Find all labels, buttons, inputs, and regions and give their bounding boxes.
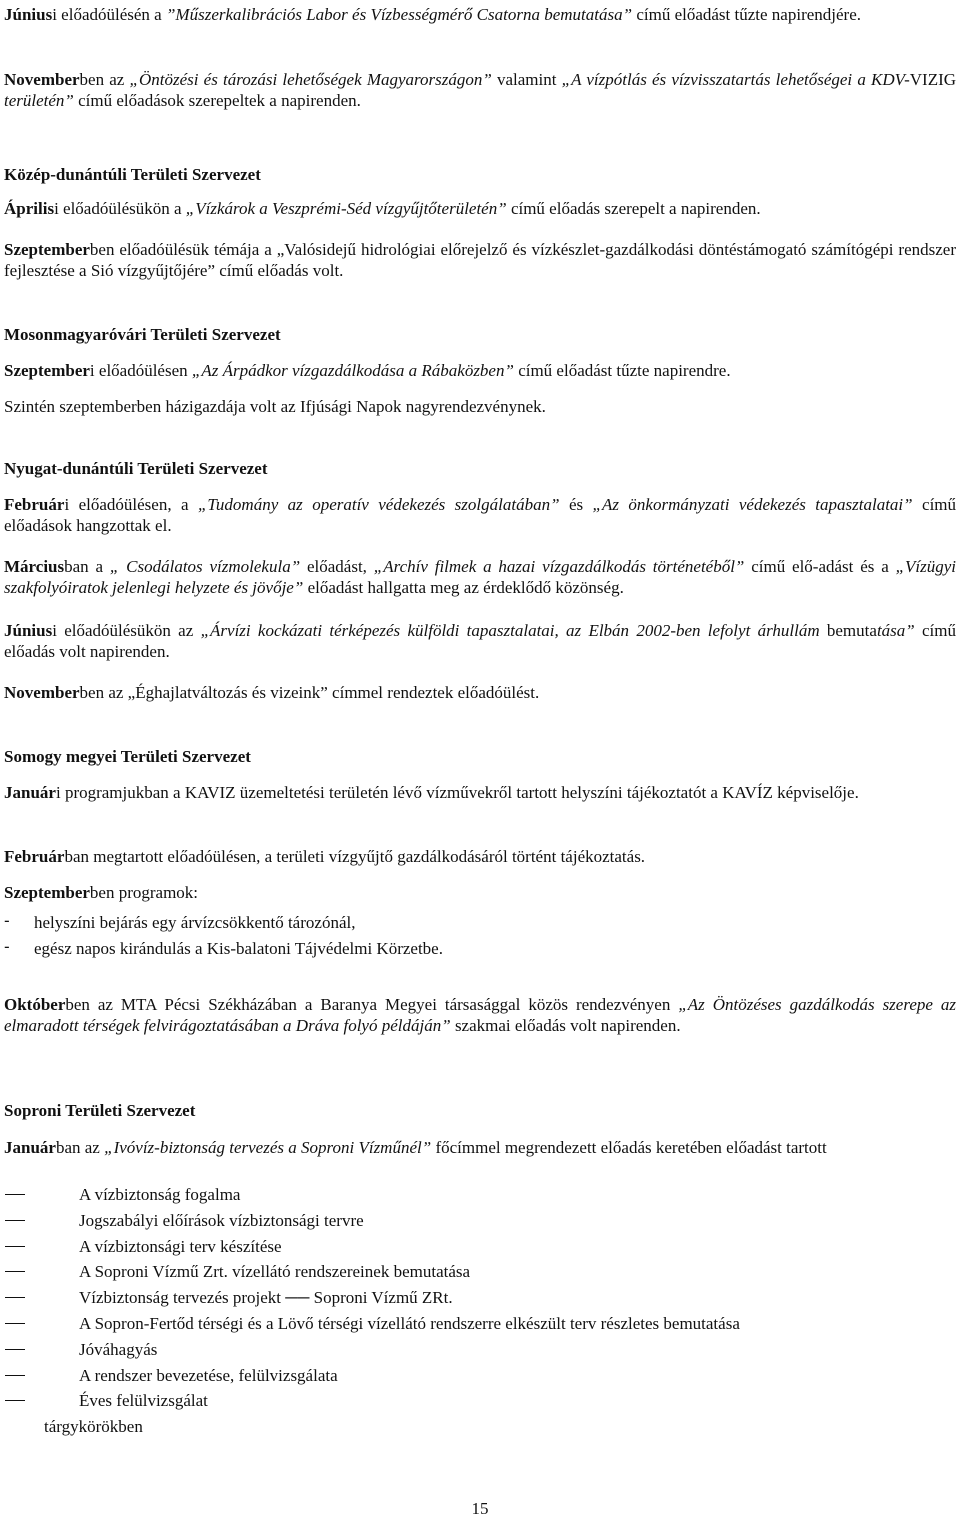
text-run: című előadást tűzte napirendre. [513, 361, 731, 380]
paragraph-junius-kdv [4, 4, 956, 25]
list-item: Vízbiztonság tervezés projekt ── Soproni Vízmű ZRt. [4, 1287, 956, 1313]
text-run: tása” [876, 621, 915, 640]
text-run: Február [4, 847, 65, 866]
text-run: „Árvízi kockázati térképezés külföldi tapasztalatai, az Elbán 2002-ben lefolyt árhullám [200, 621, 820, 640]
text-run: című előadás volt napirenden. [4, 621, 957, 661]
text-run: Április [4, 199, 55, 218]
text-run: Február [4, 495, 65, 514]
list-item: - egész napos kirándulás a Kis-balatoni Tájvédelmi Körzetbe. [4, 937, 443, 958]
dash-bullet [5, 1194, 25, 1195]
text-run: Mosonmagyaróvári Területi Szervezet [4, 325, 281, 344]
dash-bullet [5, 1323, 25, 1324]
dash-bullet [5, 1400, 25, 1401]
text-run: valamint [491, 70, 562, 89]
paragraph-november-eghajlat [4, 682, 956, 703]
text-run: November [4, 70, 80, 89]
paragraph-oktober-drava [4, 994, 956, 1036]
text-run: Január [4, 1138, 56, 1157]
text-run: „Az önkormányzati védekezés tapasztalatai” [592, 495, 913, 514]
text-run: i előadóülésükön az [52, 621, 201, 640]
text-run: „Archív filmek a hazai vízgazdálkodás történetéből” [373, 557, 745, 576]
text-run: Somogy megyei Területi Szervezet [4, 747, 251, 766]
text-run: ben az [79, 70, 130, 89]
text-run: főcímmel megrendezett előadás keretében előadást tartott [431, 1138, 827, 1157]
text-run: Szeptember [4, 361, 90, 380]
paragraph-szeptember-programok [4, 882, 956, 903]
paragraph-aprilis [4, 198, 956, 219]
text-run: „Az Öntözéses gazdálkodás szerepe az elmaradott térségek felvirágoztatásában a Dráva folyó példáján” [4, 995, 956, 1035]
text-run: című előadások hangzottak el. [4, 495, 957, 535]
text-run: Január [4, 783, 56, 802]
heading-somogy [4, 746, 956, 767]
text-run: i előadóülésén a [52, 5, 166, 24]
hyphen-bullet: - [4, 937, 10, 956]
paragraph-februar-nyugat [4, 494, 956, 536]
list-tail-text: tárgykörökben [44, 1417, 143, 1436]
text-run: területén” [4, 91, 74, 110]
dash-bullet [5, 1271, 25, 1272]
text-run: „Az Árpádkor vízgazdálkodása a Rábaközben” [191, 361, 514, 380]
text-run: ben az „Éghajlatváltozás és vizeink” címmel rendeztek előadóülést. [79, 683, 540, 702]
text-run: ban az [55, 1138, 105, 1157]
text-run: „Vízügyi szakfolyóiratok jelenlegi helyzete és jövője” [4, 557, 957, 597]
text-run: előadást, [300, 557, 374, 576]
paragraph-februar-somogy [4, 846, 956, 867]
text-run: bemuta [819, 621, 877, 640]
list-item: A vízbiztonsági terv készítése [4, 1236, 956, 1262]
paragraph-marcius [4, 556, 956, 598]
text-run: November [4, 683, 80, 702]
text-run: ben programok: [89, 883, 199, 902]
text-run: című előadást tűzte napirendjére. [632, 5, 862, 24]
paragraph-november-kdv [4, 69, 956, 111]
text-run: i előadóülésen, a [64, 495, 198, 514]
text-run: Szeptember [4, 883, 90, 902]
text-run: című előadások szerepeltek a napirenden. [73, 91, 361, 110]
text-run: vóvíz-biztonság tervezés a Soproni Vízműnél” [119, 1138, 432, 1157]
list-item: A vízbiztonság fogalma [4, 1184, 956, 1210]
list-item: - helyszíni bejárás egy árvízcsökkentő tározónál, [4, 911, 356, 932]
text-run: „ Csodálatos vízmolekula” [109, 557, 301, 576]
heading-mosonmagyarovari [4, 324, 956, 345]
text-run: szakmai előadás volt napirenden. [450, 1016, 681, 1035]
list-item: Éves felülvizsgálat [4, 1390, 956, 1416]
text-run: Szeptember [4, 240, 90, 259]
text-run: Szintén szeptemberben házigazdája volt az Ifjúsági Napok nagyrendezvénynek. [4, 397, 546, 416]
text-run: i programjukban a KAVIZ üzemeltetési területén lévő vízművekről tartott helyszíni tájékoztatót a KAVÍZ képviselője. [55, 783, 859, 802]
list-item: A Sopron-Fertőd térségi és a Lövő térségi vízellátó rendszerre elkészült terv részletes bemutatása [4, 1313, 956, 1339]
text-run: „Öntözési és tározási lehetőségek Magyarországon” [129, 70, 492, 89]
text-run: Március [4, 557, 65, 576]
text-run: ban a [64, 557, 110, 576]
text-run: „I [104, 1138, 120, 1157]
topic-list [4, 1184, 956, 1416]
text-run: Június [4, 621, 53, 640]
program-list [4, 912, 956, 964]
heading-soproni [4, 1100, 956, 1121]
dash-bullet [5, 1349, 25, 1350]
paragraph-januar-kaviz [4, 782, 956, 803]
dash-bullet [5, 1220, 25, 1221]
text-run: i előadóülésen [89, 361, 192, 380]
paragraph-junius-elba [4, 620, 956, 662]
text-run: Nyugat-dunántúli Területi Szervezet [4, 459, 268, 478]
dash-bullet [5, 1375, 25, 1376]
text-run: „Tudomány az operatív védekezés szolgálatában” [197, 495, 560, 514]
text-run: Június [4, 5, 53, 24]
text-run: Október [4, 995, 66, 1014]
text-run: és [559, 495, 593, 514]
list-item: Jóváhagyás [4, 1339, 956, 1365]
text-run: című elő-adást és a [744, 557, 896, 576]
paragraph-ifjusagi-napok [4, 396, 956, 417]
text-run: ”Műszerkalibrációs Labor és Vízbességmérő Csatorna bemutatása” [165, 5, 633, 24]
text-run: Közép-dunántúli Területi Szervezet [4, 165, 261, 184]
heading-kozep-dunantuli [4, 164, 956, 185]
paragraph-szeptember-sio [4, 239, 956, 281]
text-run: Soproni Területi Szervezet [4, 1101, 196, 1120]
page-number: 15 [471, 1499, 489, 1518]
text-run: „Vízkárok a Veszprémi-Séd vízgyűjtőterületén” [185, 199, 507, 218]
list-item: A Soproni Vízmű Zrt. vízellátó rendszereinek bemutatása [4, 1261, 956, 1287]
text-run: ben előadóülésük témája a „Valósidejű hidrológiai előrejelző és vízkészlet-gazdálkodási döntéstámogató számítógépi rendszer fejlesztése a Sió vízgyűjtőjére” című előadás volt. [4, 240, 956, 280]
paragraph-szeptember-rabakoz [4, 360, 956, 381]
list-item: A rendszer bevezetése, felülvizsgálata [4, 1365, 956, 1391]
dash-bullet [5, 1246, 25, 1247]
dash-bullet [5, 1297, 25, 1298]
text-run: i előadóülésükön a [54, 199, 186, 218]
list-item: Jogszabályi előírások vízbiztonsági tervre [4, 1210, 956, 1236]
paragraph-januar-sopron [4, 1137, 956, 1158]
text-run: VIZIG [909, 70, 957, 89]
text-run: ben az MTA Pécsi Székházában a Baranya Megyei társasággal közös rendezvényen [65, 995, 679, 1014]
text-run: ban megtartott előadóülésen, a területi vízgyűjtő gazdálkodásáról történt tájékoztatás. [64, 847, 646, 866]
heading-nyugat-dunantuli [4, 458, 956, 479]
text-run: című előadás szerepelt a napirenden. [506, 199, 761, 218]
text-run: előadást hallgatta meg az érdeklődő közönség. [303, 578, 624, 597]
text-run: „A vízpótlás és vízvisszatartás lehetőségei a KDV- [561, 70, 910, 89]
hyphen-bullet: - [4, 911, 10, 930]
